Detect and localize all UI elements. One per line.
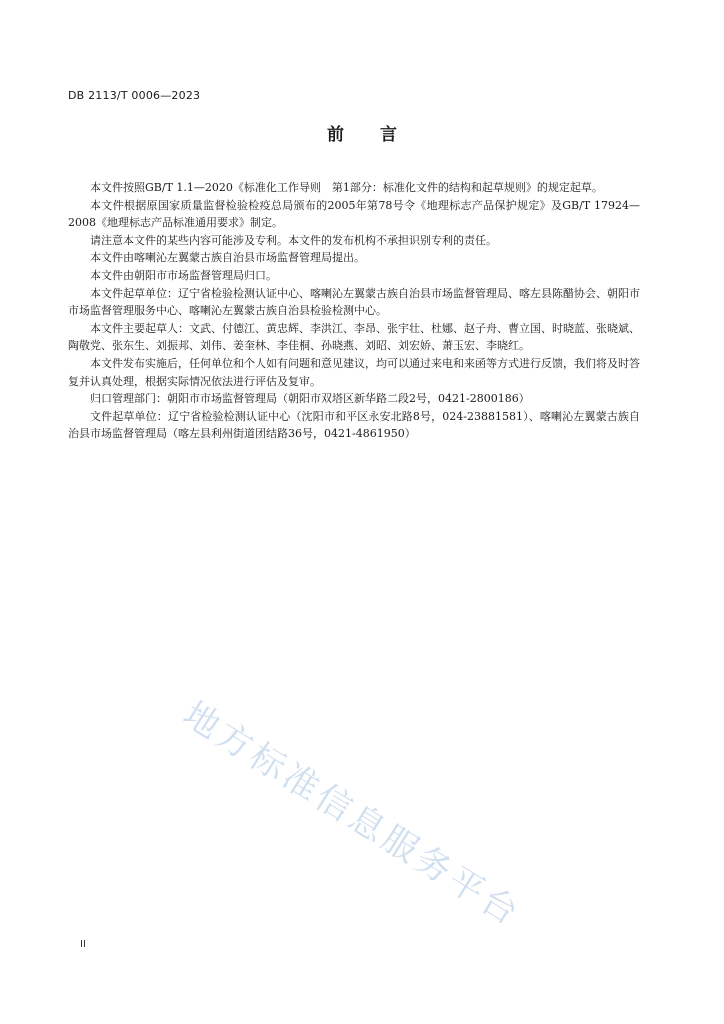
watermark-text: 地方标准信息服务平台 — [175, 694, 528, 936]
paragraph-admin-contact: 归口管理部门：朝阳市市场监督管理局（朝阳市双塔区新华路二段2号，0421-2800186） — [90, 392, 530, 406]
page-title — [0, 120, 724, 145]
paragraph-administrator: 本文件由朝阳市市场监督管理局归口。 — [90, 268, 277, 282]
paragraph-feedback: 本文件发布实施后，任何单位和个人如有问题和意见建议，均可以通过来电和来函等方式进行反馈，我们将及时答复并认真处理，根据实际情况依法进行评估及复审。 — [68, 356, 640, 388]
title-char-2: 言 — [380, 125, 397, 145]
paragraph-drafting-units: 本文件起草单位：辽宁省检验检测认证中心、喀喇沁左翼蒙古族自治县市场监督管理局、喀左县陈醋协会、朝阳市市场监督管理服务中心、喀喇沁左翼蒙古族自治县检验检测中心。 — [68, 286, 640, 318]
paragraph-patent-notice: 请注意本文件的某些内容可能涉及专利。本文件的发布机构不承担识别专利的责任。 — [90, 233, 497, 247]
paragraph-drafting-rules: 本文件按照GB/T 1.1—2020《标准化工作导则 第1部分：标准化文件的结构和起草规则》的规定起草。 — [90, 181, 603, 194]
foreword-body — [68, 179, 640, 443]
page-number: II — [80, 939, 86, 950]
paragraph-drafters: 本文件主要起草人：文武、付德江、黄忠辉、李洪江、李昂、张宇壮、杜娜、赵子舟、曹立国、时晓蓝、张晓斌、陶敬党、张东生、刘振邦、刘伟、姜奎林、李佳桐、孙晓燕、刘昭、刘宏娇、萧玉宏、李晓红。 — [68, 321, 640, 353]
document-code: DB 2113/T 0006—2023 — [68, 89, 201, 102]
paragraph-drafter-contact: 文件起草单位：辽宁省检验检测认证中心（沈阳市和平区永安北路8号，024-23881581）、喀喇沁左翼蒙古族自治县市场监督管理局（喀左县利州街道团结路36号，0421-4861950） — [68, 409, 640, 441]
title-char-1: 前 — [327, 125, 344, 145]
paragraph-basis: 本文件根据原国家质量监督检验检疫总局颁布的2005年第78号令《地理标志产品保护规定》及GB/T 17924—2008《地理标志产品标准通用要求》制定。 — [68, 198, 640, 230]
paragraph-proposer: 本文件由喀喇沁左翼蒙古族自治县市场监督管理局提出。 — [90, 251, 365, 265]
